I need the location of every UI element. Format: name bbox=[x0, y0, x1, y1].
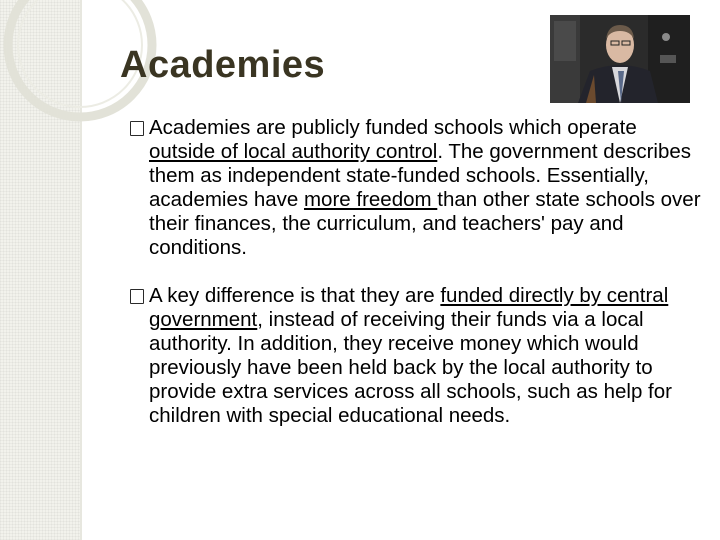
underlined-phrase: funded directly by central government bbox=[149, 284, 669, 331]
square-bullet-icon bbox=[130, 289, 144, 304]
bullet-text bbox=[149, 116, 701, 259]
text-segment: A key difference is that they are bbox=[149, 284, 441, 307]
text-segment: . The government describes them as independent state-funded schools. Essentially, academies have bbox=[149, 140, 692, 211]
underlined-phrase: outside of local authority control bbox=[149, 140, 438, 163]
slide-body bbox=[130, 116, 705, 452]
bullet-item bbox=[130, 116, 705, 260]
bullet-item bbox=[130, 284, 705, 428]
text-segment: than other state schools over their finances, the curriculum, and teachers' pay and conditions. bbox=[149, 188, 701, 259]
text-segment: , instead of receiving their funds via a local authority. In addition, they receive money which would previously have been held back by the local authority to provide extra services across all schools, such as help for children with special educational needs. bbox=[149, 308, 672, 427]
portrait-photo-icon bbox=[550, 15, 690, 103]
bullet-text bbox=[149, 284, 672, 427]
portrait-photo bbox=[550, 15, 690, 103]
text-segment: Academies are publicly funded schools which operate bbox=[149, 116, 637, 139]
slide-title: Academies bbox=[120, 44, 326, 86]
underlined-phrase: more freedom bbox=[303, 188, 438, 211]
square-bullet-icon bbox=[130, 121, 144, 136]
